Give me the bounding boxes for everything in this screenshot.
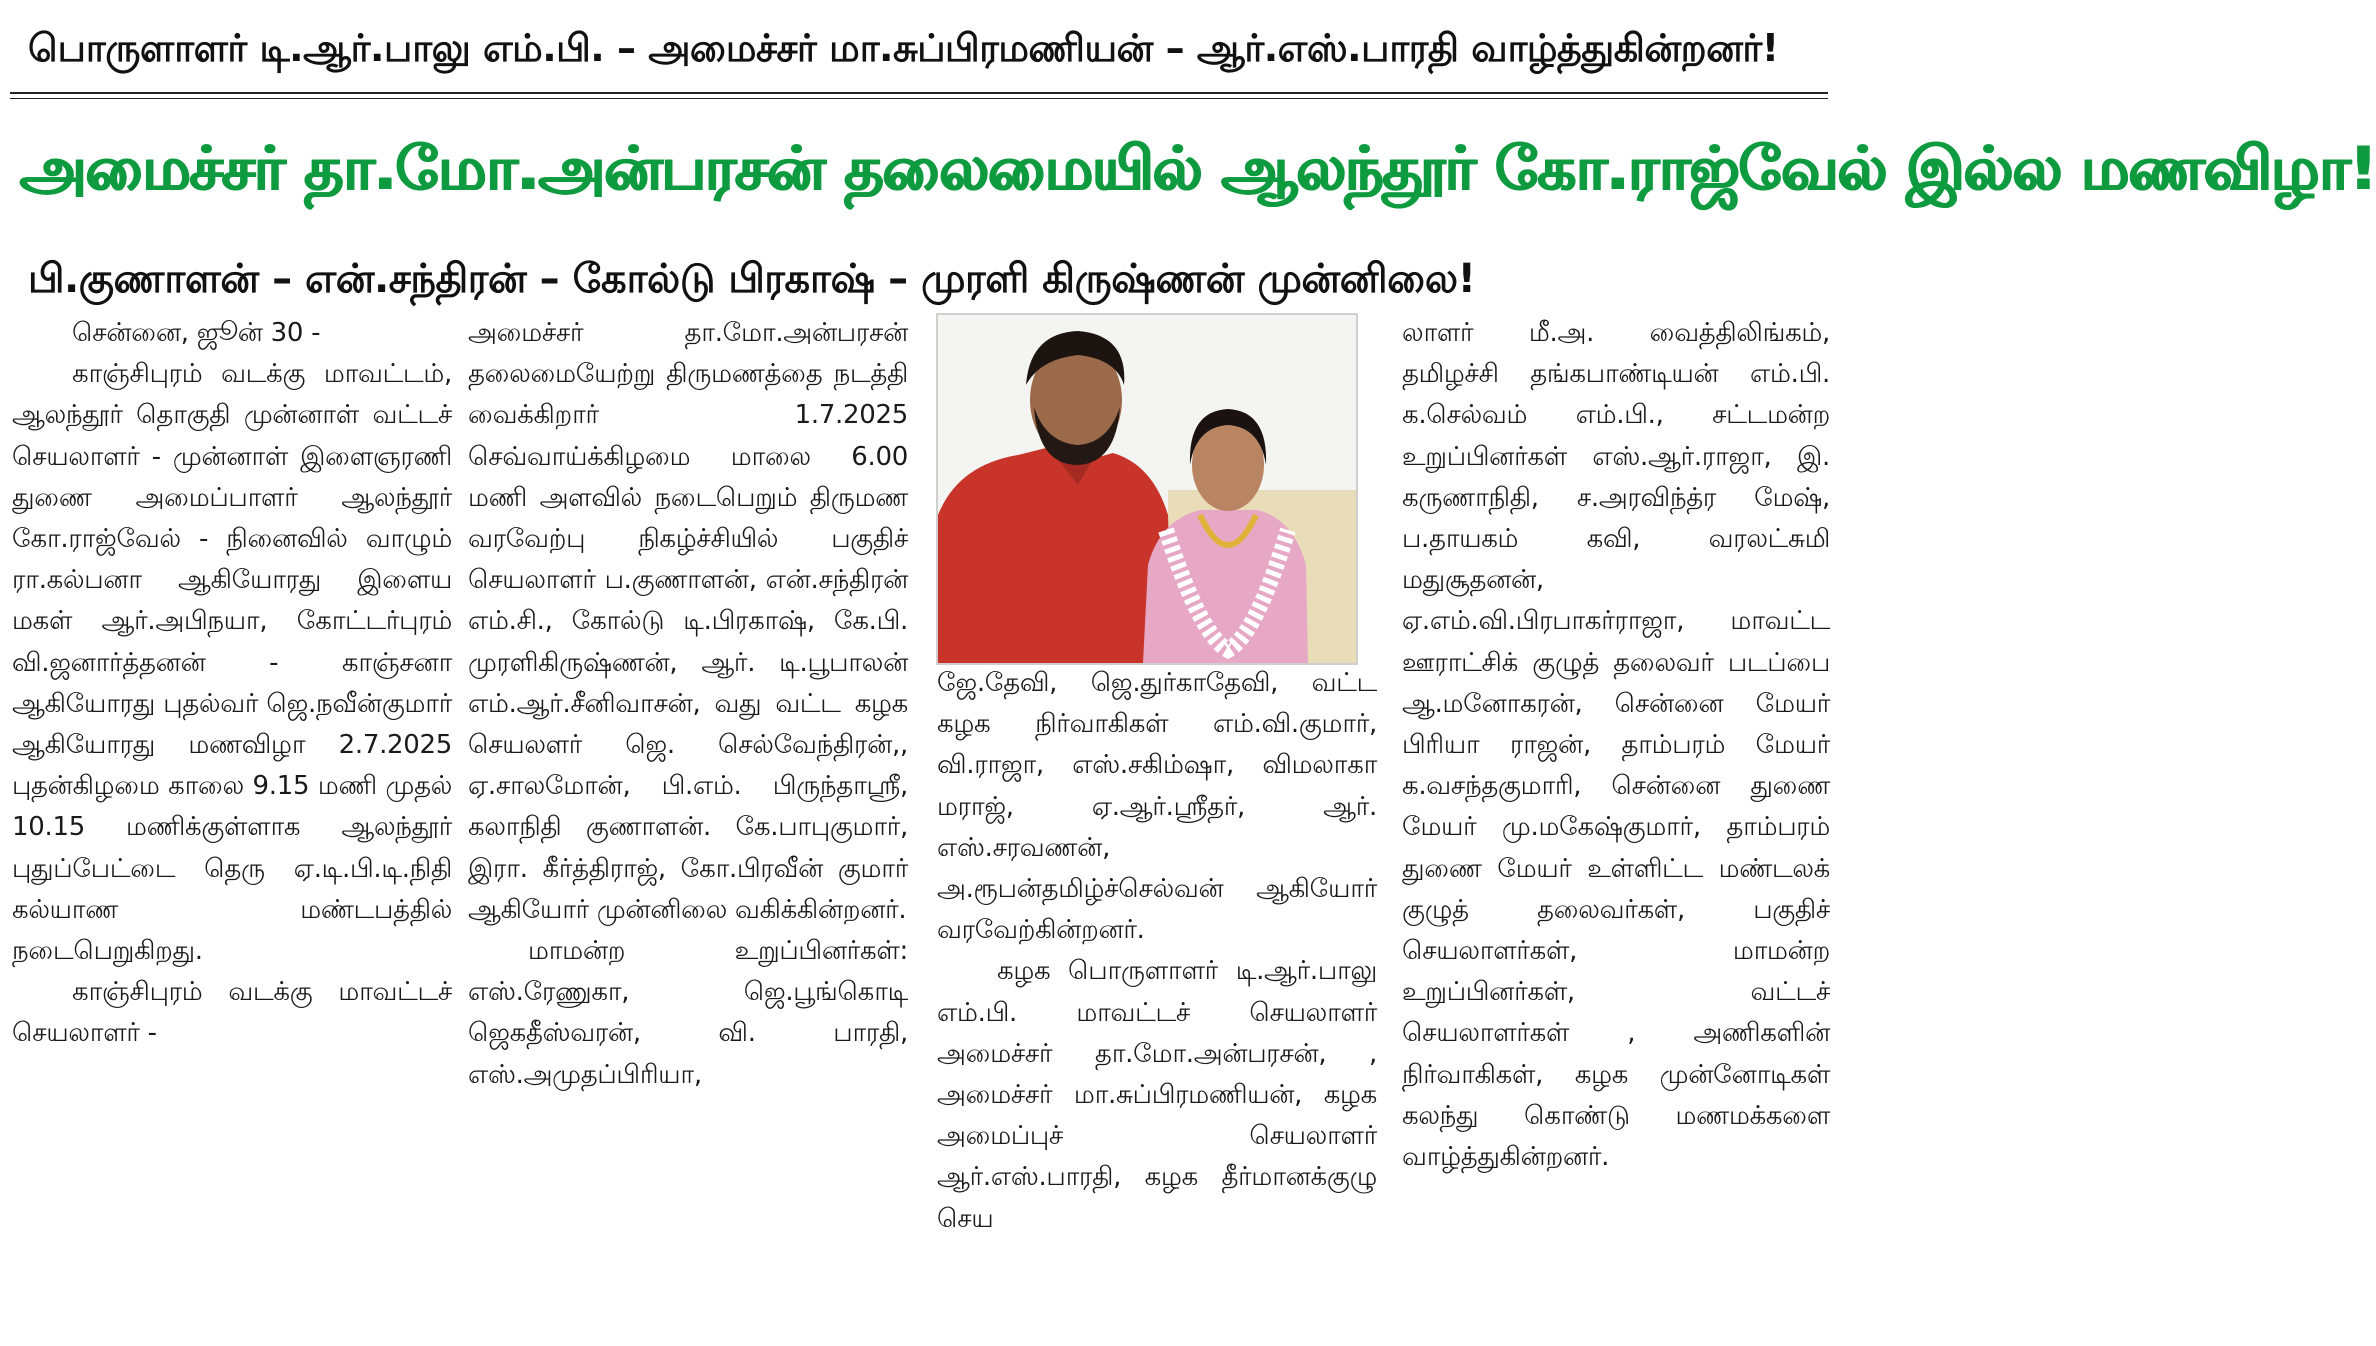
article-paragraph: மாமன்ற உறுப்பினர்கள்: எஸ்.ரேணுகா, ஜெ.பூங்கொடி ஜெகதீஸ்வரன், வி. பாரதி, எஸ்.அமுதப்பிரியா,	[468, 936, 908, 1090]
article-column-2	[468, 313, 908, 1338]
headline-divider-thin	[10, 98, 1828, 99]
article-paragraph: காஞ்சிபுரம் வடக்கு மாவட்டம், ஆலந்தூர் தொகுதி முன்னாள் வட்டச் செயலாளர் - முன்னாள் இளைஞரணி துணை அமைப்பாளர் ஆலந்தூர் கோ.ராஜ்வேல் - நினைவில் வாழும் ரா.கல்பனா ஆகியோரது இளைய மகள் ஆர்.அபிநயா, கோட்டர்புரம் வி.ஜனார்த்தனன் - காஞ்சனா ஆகியோரது புதல்வர் ஜெ.நவீன்குமார் ஆகியோரது மணவிழா 2.7.2025 புதன்கிழமை காலை 9.15 மணி முதல் 10.15 மணிக்குள்ளாக ஆலந்தூர் புதுப்பேட்டை தெரு ஏ.டி.பி.டி.நிதி கல்யாண மண்டபத்தில் நடைபெறுகிறது.	[12, 359, 452, 967]
top-headline: பொருளாளர் டி.ஆர்.பாலு எம்.பி. – அமைச்சர் மா.சுப்பிரமணியன் – ஆர்.எஸ்.பாரதி வாழ்த்துகின்றனர்!	[28, 26, 1779, 70]
article-column-3	[937, 663, 1377, 1338]
article-paragraph: லாளர் மீ.அ. வைத்திலிங்கம், தமிழச்சி தங்கபாண்டியன் எம்.பி. க.செல்வம் எம்.பி., சட்டமன்ற உறுப்பினர்கள் எஸ்.ஆர்.ராஜா, இ. கருணாநிதி, ச.அரவிந்த்ர மேஷ், ப.தாயகம் கவி, வரலட்சுமி மதுசூதனன், ஏ.எம்.வி.பிரபாகர்ராஜா, மாவட்ட ஊராட்சிக் குழுத் தலைவர் படப்பை ஆ.மனோகரன், சென்னை மேயர் பிரியா ராஜன், தாம்பரம் மேயர் க.வசந்தகுமாரி, சென்னை துணை மேயர் மு.மகேஷ்குமார், தாம்பரம் துணை மேயர் உள்ளிட்ட மண்டலக் குழுத் தலைவர்கள், பகுதிச் செயலாளர்கள், மாமன்ற உறுப்பினர்கள், வட்டச் செயலாளர்கள் , அணிகளின் நிர்வாகிகள், கழக முன்னோடிகள் கலந்து கொண்டு மணமக்களை வாழ்த்துகின்றனர்.	[1402, 318, 1830, 1173]
article-column-4	[1402, 313, 1830, 1338]
article-dateline: சென்னை, ஜூன் 30 -	[72, 318, 321, 348]
sub-headline: பி.குணாளன் – என்.சந்திரன் – கோல்டு பிரகாஷ் – முரளி கிருஷ்ணன் முன்னிலை!	[28, 256, 1476, 302]
couple-photo	[936, 313, 1358, 665]
article-paragraph: காஞ்சிபுரம் வடக்கு மாவட்டச் செயலாளர் -	[12, 977, 452, 1049]
headline-divider	[10, 92, 1828, 94]
article-paragraph: கழக பொருளாளர் டி.ஆர்.பாலு எம்.பி. மாவட்டச் செயலாளர் அமைச்சர் தா.மோ.அன்பரசன், , அமைச்சர் மா.சுப்பிரமணியன், கழக அமைப்புச் செயலாளர் ஆர்.எஸ்.பாரதி, கழக தீர்மானக்குழு செய	[937, 956, 1377, 1234]
article-paragraph: ஜே.தேவி, ஜெ.துர்காதேவி, வட்ட கழக நிர்வாகிகள் எம்.வி.குமார், வி.ராஜா, எஸ்.சகிம்ஷா, விமலாகா மராஜ், ஏ.ஆர்.ஸ்ரீதர், ஆர். எஸ்.சரவணன், அ.ரூபன்தமிழ்ச்செல்வன் ஆகியோர் வரவேற்கின்றனர்.	[937, 668, 1377, 946]
article-column-1	[12, 313, 452, 1338]
article-paragraph: அமைச்சர் தா.மோ.அன்பரசன் தலைமையேற்று திருமணத்தை நடத்தி வைக்கிறார் 1.7.2025 செவ்வாய்க்கிழமை மாலை 6.00 மணி அளவில் நடைபெறும் திருமண வரவேற்பு நிகழ்ச்சியில் பகுதிச் செயலாளர் ப.குணாளன், என்.சந்திரன் எம்.சி., கோல்டு டி.பிரகாஷ், கே.பி. முரளிகிருஷ்ணன், ஆர். டி.பூபாலன் எம்.ஆர்.சீனிவாசன், வது வட்ட கழக செயலளர் ஜெ. செல்வேந்திரன்,, ஏ.சாலமோன், பி.எம். பிருந்தாஸ்ரீ, கலாநிதி குணாளன். கே.பாபுகுமார், இரா. கீர்த்திராஜ், கோ.பிரவீன் குமார் ஆகியோர் முன்னிலை வகிக்கின்றனர்.	[468, 318, 908, 925]
groom-shirt	[938, 445, 1173, 663]
main-headline: அமைச்சர் தா.மோ.அன்பரசன் தலைமையில் ஆலந்தூர் கோ.ராஜ்வேல் இல்ல மணவிழா!	[20, 134, 2376, 204]
